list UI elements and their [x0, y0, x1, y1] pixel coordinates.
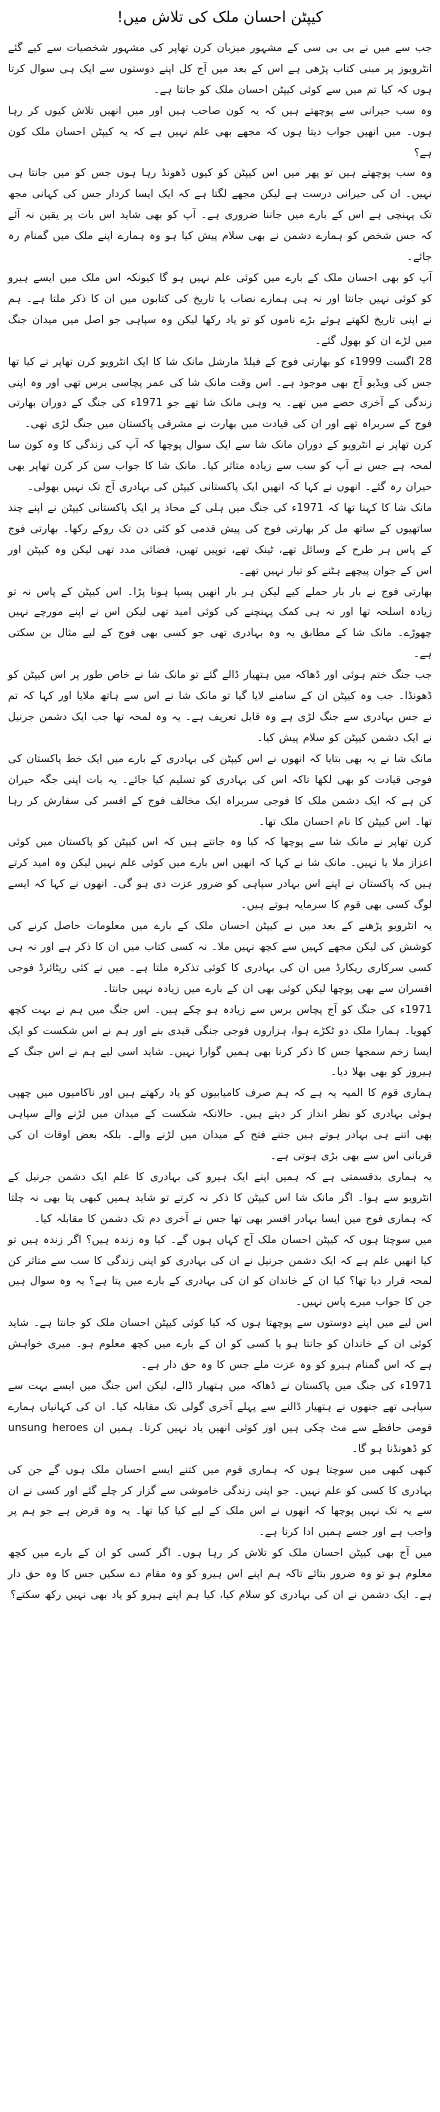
article-headline: کیپٹن احسان ملک کی تلاش میں! [117, 8, 323, 26]
paragraph: 1971ء کی جنگ کو آج پچاس برس سے زیادہ ہو چکے ہیں۔ اس جنگ میں ہم نے بہت کچھ کھویا۔ ہمارا ملک دو ٹکڑے ہوا، ہزاروں فوجی جنگی قیدی بنے اور ہم نے اس شکست کو ایک ایسا زخم سمجھا جس کا ذکر کرنا بھی ہمیں گوارا نہیں۔ شاید اسی لیے ہم نے اس جنگ کے ہیروز کو بھی بھلا دیا۔ [8, 1003, 432, 1079]
article-body [8, 38, 432, 1606]
paragraph: وہ سب حیرانی سے پوچھتے ہیں کہ یہ کون صاحب ہیں اور میں انھیں تلاش کیوں کر رہا ہوں۔ میں انھیں جواب دیتا ہوں کہ مجھے بھی علم نہیں ہے کہ یہ کیپٹن احسان ملک کون ہے؟ [8, 104, 432, 159]
paragraph: میں سوچتا ہوں کہ کیپٹن احسان ملک آج کہاں ہوں گے۔ کیا وہ زندہ ہیں؟ اگر زندہ ہیں تو کیا انھیں علم ہے کہ ایک دشمن جرنیل نے ان کی بہادری کو اپنی زندگی کا سب سے متاثر کن لمحہ قرار دیا تھا؟ کیا ان کے خاندان کو ان کی بہادری کے بارے میں پتا ہے؟ یہ وہ سوال ہیں جن کا جواب میرے پاس نہیں۔ [8, 1233, 432, 1309]
paragraph: جب سے میں نے بی بی سی کے مشہور میزبان کرن تھاپر کی مشہور شخصیات سے کیے گئے انٹرویوز پر مبنی کتاب پڑھی ہے اس کے بعد میں آج کل اپنے دوستوں سے ایک ہی سوال کرتا ہوں کہ کیا تم میں سے کوئی کیپٹن احسان ملک کو جانتا ہے۔ [8, 42, 432, 96]
paragraph: بھارتی فوج نے بار بار حملے کیے لیکن ہر بار انھیں پسپا ہونا پڑا۔ اس کیپٹن کے پاس نہ تو زیادہ اسلحہ تھا اور نہ ہی کمک پہنچنے کی کوئی امید تھی لیکن اس نے اپنے مورچے نہیں چھوڑے۔ مانک شا کے مطابق یہ وہ بہادری تھی جو کسی بھی فوج کے لیے مثال بن سکتی ہے۔ [8, 585, 432, 661]
paragraph: 1971ء کی جنگ میں پاکستان نے ڈھاکہ میں ہتھیار ڈالے، لیکن اس جنگ میں ایسے بہت سے سپاہی تھے جنھوں نے ہتھیار ڈالنے سے پہلے آخری گولی تک مقابلہ کیا۔ ان کی کہانیاں ہمارے قومی حافظے سے مٹ چکی ہیں اور کوئی انھیں یاد نہیں کرتا۔ ہمیں ان unsung heroes کو ڈھونڈنا ہو گا۔ [8, 1380, 433, 1455]
paragraph: وہ سب پوچھتے ہیں تو پھر میں اس کیپٹن کو کیوں ڈھونڈ رہا ہوں جس کو میں جانتا ہی نہیں۔ ان کی حیرانی درست ہے لیکن مجھے لگتا ہے کہ ایک ایسا کردار جس کی کہانی مجھ تک پہنچی ہے اس کے بارے میں جاننا ضروری ہے۔ آپ کو بھی شاید اس بات پر یقین نہ آئے کہ جس شخص کو ہمارے دشمن نے بھی سلام پیش کیا ہو وہ ہمارے اپنے ملک میں گمنام رہ جائے۔ [8, 167, 432, 264]
paragraph: ہماری قوم کا المیہ یہ ہے کہ ہم صرف کامیابیوں کو یاد رکھتے ہیں اور ناکامیوں میں چھپی ہوئی بہادری کو نظر انداز کر دیتے ہیں۔ حالانکہ شکست کے میدان میں لڑنے والے سپاہی بھی اتنے ہی بہادر ہوتے ہیں جتنے فتح کے میدان میں لڑنے والے۔ بلکہ بعض اوقات ان کی قربانی اس سے بھی بڑی ہوتی ہے۔ [8, 1087, 432, 1163]
paragraph: یہ ہماری بدقسمتی ہے کہ ہمیں اپنے ایک ہیرو کی بہادری کا علم ایک دشمن جرنیل کے انٹرویو سے ہوا۔ اگر مانک شا اس کیپٹن کا ذکر نہ کرتے تو شاید ہمیں کبھی پتا بھی نہ چلتا کہ ہماری فوج میں ایسا بہادر افسر بھی تھا جس نے آخری دم تک دشمن کا مقابلہ کیا۔ [8, 1170, 432, 1225]
paragraph: کرن تھاپر نے مانک شا سے پوچھا کہ کیا وہ جانتے ہیں کہ اس کیپٹن کو پاکستان میں کوئی اعزاز ملا یا نہیں۔ مانک شا نے کہا کہ انھیں اس بارے میں کوئی علم نہیں لیکن وہ امید کرتے ہیں کہ پاکستان نے اپنے اس بہادر سپاہی کو ضرور عزت دی ہو گی۔ انھوں نے کہا کہ ایسے لوگ کسی بھی قوم کا سرمایہ ہوتے ہیں۔ [8, 836, 432, 912]
paragraph: مانک شا نے یہ بھی بتایا کہ انھوں نے اس کیپٹن کی بہادری کے بارے میں ایک خط پاکستان کی فوجی قیادت کو بھی لکھا تاکہ اس کی بہادری کو تسلیم کیا جائے۔ یہ بات اپنی جگہ حیران کن ہے کہ ایک دشمن ملک کا فوجی سربراہ ایک مخالف فوج کے افسر کی سفارش کر رہا تھا۔ اس کیپٹن کا نام احسان ملک تھا۔ [8, 752, 432, 828]
paragraph: 28 اگست 1999ء کو بھارتی فوج کے فیلڈ مارشل مانک شا کا ایک انٹرویو کرن تھاپر نے کیا تھا جس کی ویڈیو آج بھی موجود ہے۔ اس وقت مانک شا کی عمر پچاسی برس تھی اور وہ اپنی زندگی کے آخری حصے میں تھے۔ یہ وہی مانک شا تھے جو 1971ء کی جنگ کے دوران بھارتی فوج کے سربراہ تھے اور ان کی قیادت میں بھارت نے مشرقی پاکستان میں جنگ لڑی تھی۔ [8, 355, 433, 431]
paragraph: کرن تھاپر نے انٹرویو کے دوران مانک شا سے ایک سوال پوچھا کہ آپ کی زندگی کا وہ کون سا لمحہ ہے جس نے آپ کو سب سے زیادہ متاثر کیا۔ مانک شا کا جواب سن کر کرن تھاپر بھی حیران رہ گئے۔ انھوں نے کہا کہ انھیں ایک پاکستانی کیپٹن کی بہادری آج تک نہیں بھولی۔ [8, 439, 432, 494]
paragraph: اس لیے میں اپنے دوستوں سے پوچھتا ہوں کہ کیا کوئی کیپٹن احسان ملک کو جانتا ہے۔ شاید کوئی ان کے خاندان کو جانتا ہو یا کسی کو ان کے بارے میں کچھ معلوم ہو۔ میری خواہش ہے کہ اس گمنام ہیرو کو وہ عزت ملے جس کا وہ حق دار ہے۔ [8, 1317, 432, 1372]
paragraph: آپ کو بھی احسان ملک کے بارے میں کوئی علم نہیں ہو گا کیونکہ اس ملک میں ایسے ہیرو کو کوئی نہیں جانتا اور نہ ہی ہمارے نصاب یا تاریخ کی کتابوں میں ان کا ذکر ملتا ہے۔ ہم نے اپنی تاریخ لکھتے ہوئے بڑے ناموں کو تو یاد رکھا لیکن وہ سپاہی جو اصل میں میدان جنگ میں لڑے ان کو بھول گئے۔ [8, 271, 432, 347]
paragraph: میں آج بھی کیپٹن احسان ملک کو تلاش کر رہا ہوں۔ اگر کسی کو ان کے بارے میں کچھ معلوم ہو تو وہ ضرور بتائے تاکہ ہم اپنے اس ہیرو کو وہ مقام دے سکیں جس کا وہ حق دار ہے۔ ایک دشمن نے ان کی بہادری کو سلام کیا، کیا ہم اپنے ہیرو کو یاد بھی نہیں رکھ سکتے؟ [8, 1547, 432, 1602]
paragraph: یہ انٹرویو پڑھنے کے بعد میں نے کیپٹن احسان ملک کے بارے میں معلومات حاصل کرنے کی کوشش کی لیکن مجھے کہیں سے کچھ نہیں ملا۔ نہ کسی کتاب میں ان کا ذکر ہے اور نہ ہی کسی سرکاری ریکارڈ میں ان کی بہادری کا کوئی تذکرہ ملتا ہے۔ میں نے کئی ریٹائرڈ فوجی افسران سے بھی پوچھا لیکن کوئی بھی ان کے بارے میں زیادہ نہیں جانتا۔ [8, 920, 432, 995]
paragraph: کبھی کبھی میں سوچتا ہوں کہ ہماری قوم میں کتنے ایسے احسان ملک ہوں گے جن کی بہادری کا کسی کو علم نہیں۔ جو اپنی زندگی خاموشی سے گزار کر چلے گئے اور کسی نے ان سے یہ تک نہیں پوچھا کہ انھوں نے اس ملک کے لیے کیا کیا تھا۔ یہ وہ قرض ہے جو ہم پر واجب ہے اور جسے ہمیں ادا کرنا ہے۔ [8, 1463, 432, 1539]
paragraph: جب جنگ ختم ہوئی اور ڈھاکہ میں ہتھیار ڈالے گئے تو مانک شا نے خاص طور پر اس کیپٹن کو ڈھونڈا۔ جب وہ کیپٹن ان کے سامنے لایا گیا تو مانک شا نے اس سے ہاتھ ملایا اور کہا کہ تم نے جس بہادری سے جنگ لڑی ہے وہ قابل تعریف ہے۔ یہ وہ لمحہ تھا جب ایک دشمن جرنیل نے ایک دشمن کیپٹن کو سلام پیش کیا۔ [8, 669, 432, 744]
paragraph: مانک شا کا کہنا تھا کہ 1971ء کی جنگ میں ہلی کے محاذ پر ایک پاکستانی کیپٹن نے اپنے چند ساتھیوں کے ساتھ مل کر بھارتی فوج کی پیش قدمی کو کئی دن تک روکے رکھا۔ بھارتی فوج کے پاس ہر طرح کے وسائل تھے، ٹینک تھے، توپیں تھیں، فضائی مدد تھی لیکن وہ کیپٹن اور اس کے جوان پیچھے ہٹنے کو تیار نہیں تھے۔ [8, 501, 432, 577]
